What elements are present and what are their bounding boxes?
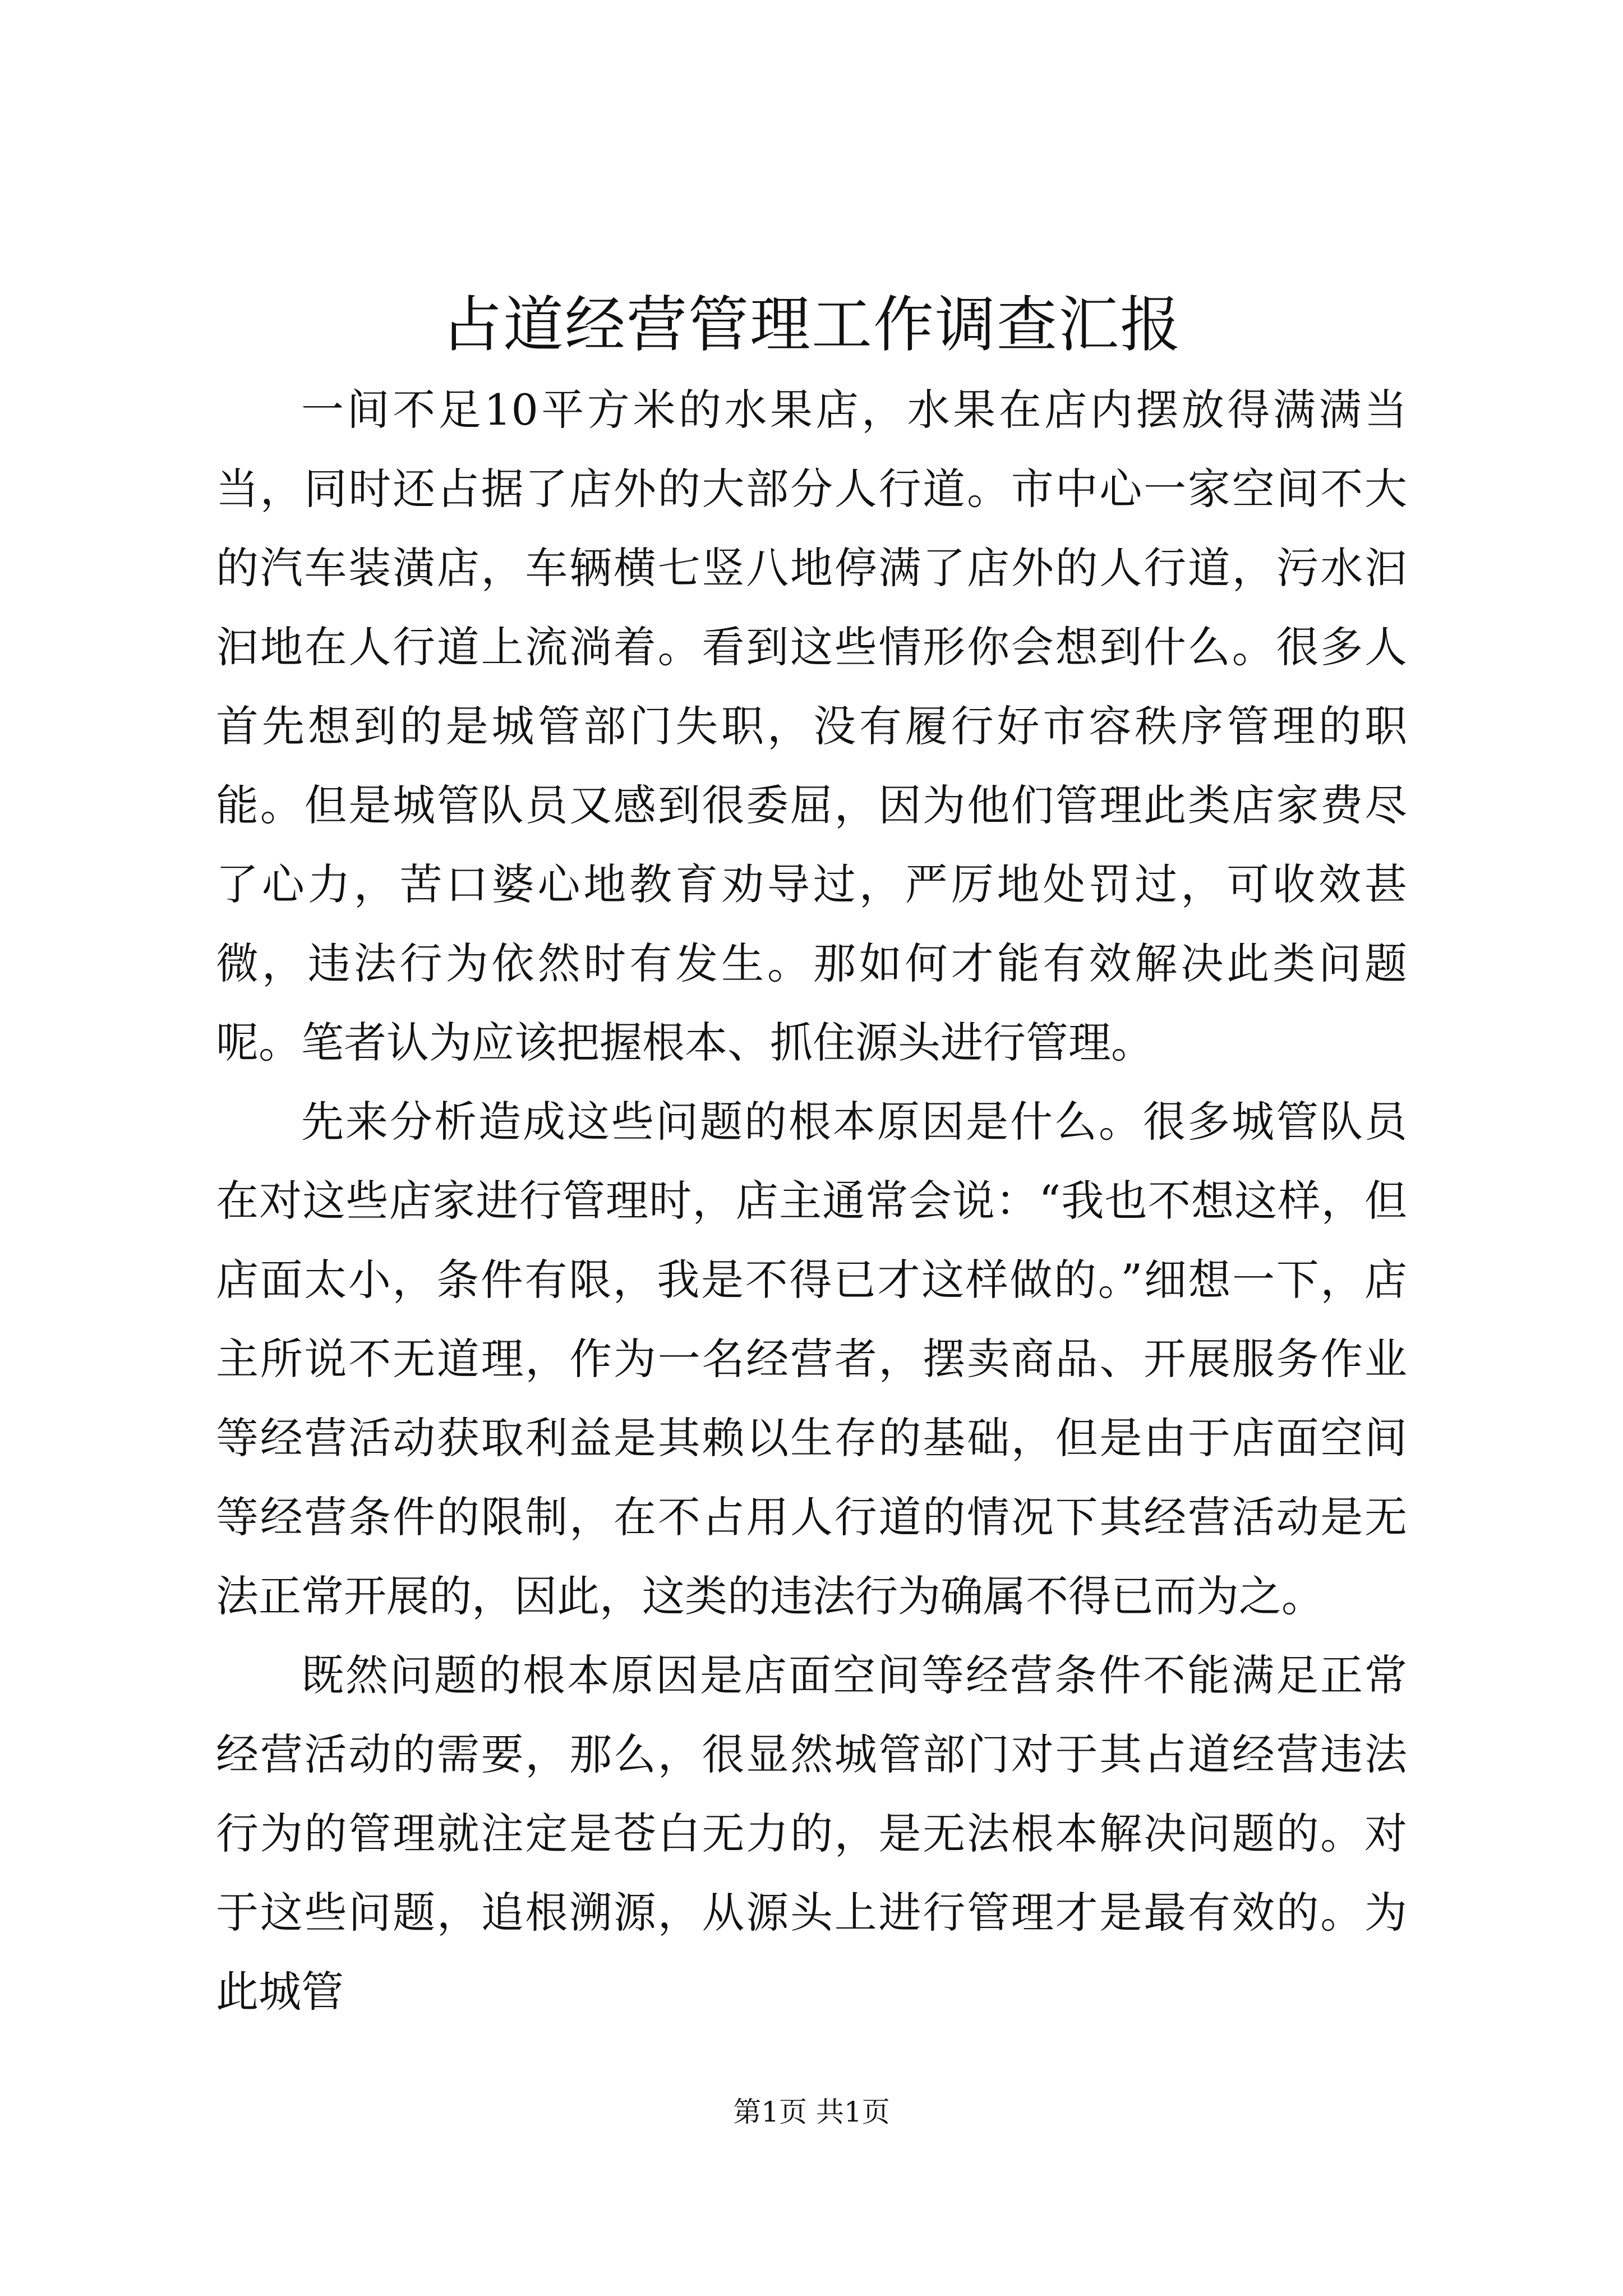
paragraph-2: 先来分析造成这些问题的根本原因是什么。很多城管队员在对这些店家进行管理时，店主通常会说：“我也不想这样，但店面太小，条件有限，我是不得已才这样做的。”细想一下，店主所说不无道理，作为一名经营者，摆卖商品、开展服务作业等经营活动获取利益是其赖以生存的基础，但是由于店面空间等经营条件的限制，在不占用人行道的情况下其经营活动是无法正常开展的，因此，这类的违法行为确属不得已而为之。 xyxy=(216,1097,1407,1621)
page-footer: 第1页 共1页 xyxy=(733,2096,890,2128)
document-body xyxy=(216,370,1407,2031)
paragraph-1: 一间不足10平方米的水果店，水果在店内摆放得满满当当，同时还占据了店外的大部分人行道。市中心一家空间不大的汽车装潢店，车辆横七竖八地停满了店外的人行道，污水汩汩地在人行道上流淌着。看到这些情形你会想到什么。很多人首先想到的是城管部门失职，没有履行好市容秩序管理的职能。但是城管队员又感到很委屈，因为他们管理此类店家费尽了心力，苦口婆心地教育劝导过，严厉地处罚过，可收效甚微，违法行为依然时有发生。那如何才能有效解决此类问题呢。笔者认为应该把握根本、抓住源头进行管理。 xyxy=(216,385,1407,1068)
paragraph-3: 既然问题的根本原因是店面空间等经营条件不能满足正常经营活动的需要，那么，很显然城管部门对于其占道经营违法行为的管理就注定是苍白无力的，是无法根本解决问题的。对于这些问题，追根溯源，从源头上进行管理才是最有效的。为此城管 xyxy=(216,1650,1407,2017)
document-title: 占道经营管理工作调查汇报 xyxy=(441,290,1182,360)
